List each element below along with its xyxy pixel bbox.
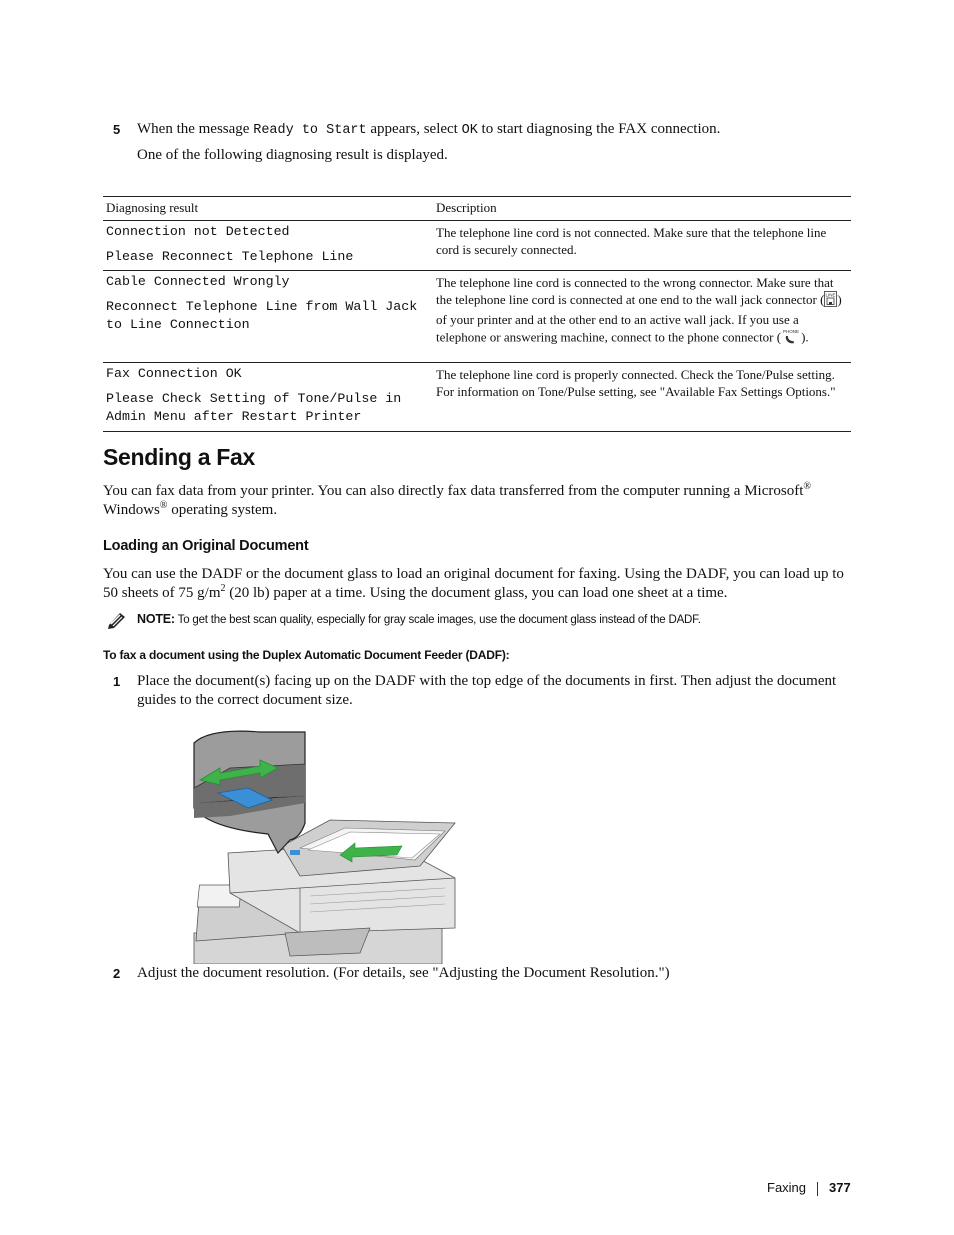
note-pencil-icon (106, 611, 128, 634)
dadf-illustration (190, 728, 460, 969)
subsection-title: Loading an Original Document (103, 538, 309, 554)
section-intro: You can fax data from your printer. You can also directly fax data transferred from the computer running a Microsoft® Windows® operating system. (103, 481, 811, 518)
result-code: Please Reconnect Telephone Line (106, 249, 354, 264)
header-diagnosing-result: Diagnosing result (106, 200, 199, 215)
step-text: When the message Ready to Start appears, select OK to start diagnosing the FAX connection. (137, 121, 721, 138)
procedure-heading: To fax a document using the Duplex Automatic Document Feeder (DADF): (103, 648, 510, 662)
table-row (103, 271, 851, 363)
footer-chapter: Faxing (767, 1180, 807, 1195)
result-description: The telephone line cord is connected to the wrong connector. Make sure that the telephone line cord is connected at one end to the wall jack connector ( LINE ) of your printer and at the other end to an active wall jack. If you use a telephone or answering machine, connect to the phone connector ( PHONE ). (436, 274, 848, 349)
result-code: Fax Connection OK (106, 366, 242, 381)
result-description: The telephone line cord is properly connected. Check the Tone/Pulse setting. For information on Tone/Pulse setting, see "Available Fax Settings Options." (436, 367, 836, 399)
note-label: NOTE: (137, 612, 175, 626)
result-code: Cable Connected Wrongly (106, 274, 290, 289)
step-number: 1 (113, 674, 121, 689)
step-followup: One of the following diagnosing result is displayed. (137, 147, 448, 163)
result-code: Please Check Setting of Tone/Pulse in Admin Menu after Restart Printer (106, 391, 410, 424)
table-header (103, 196, 851, 221)
subsection-paragraph: You can use the DADF or the document glass to load an original document for faxing. Using the DADF, you can load up to 50 sheets of 75 $g/m^2$ (20 lb) paper at a time. Using the document glass, you can load one sheet at a time. (103, 566, 844, 601)
table-row (103, 221, 851, 271)
line-icon-label: LINE (825, 292, 836, 298)
step-number: 2 (113, 966, 121, 981)
header-description: Description (436, 200, 497, 215)
step-text: Place the document(s) facing up on the DADF with the top edge of the documents in first. Then adjust the document guides to the correct document size. (137, 673, 837, 708)
result-description: The telephone line cord is not connected. Make sure that the telephone line cord is securely connected. (436, 225, 827, 257)
phone-connector-icon (781, 328, 801, 349)
result-code: Connection not Detected (106, 224, 290, 239)
result-code: Reconnect Telephone Line from Wall Jack to Line Connection (106, 299, 426, 332)
step-number: 5 (113, 122, 121, 137)
step-text: Adjust the document resolution. (For details, see "Adjusting the Document Resolution.") (137, 965, 670, 981)
footer-divider (817, 1182, 818, 1196)
note-text: NOTE: To get the best scan quality, especially for gray scale images, use the document glass instead of the DADF. (137, 612, 701, 626)
table-row (103, 363, 851, 432)
code-message: Ready to Start (253, 123, 367, 138)
code-ok: OK (461, 123, 478, 138)
section-title: Sending a Fax (103, 444, 256, 470)
line-connector-icon (824, 291, 837, 311)
diagnosing-table (103, 196, 851, 432)
phone-icon-label: PHONE (783, 329, 800, 335)
page-number: 377 (829, 1180, 851, 1195)
